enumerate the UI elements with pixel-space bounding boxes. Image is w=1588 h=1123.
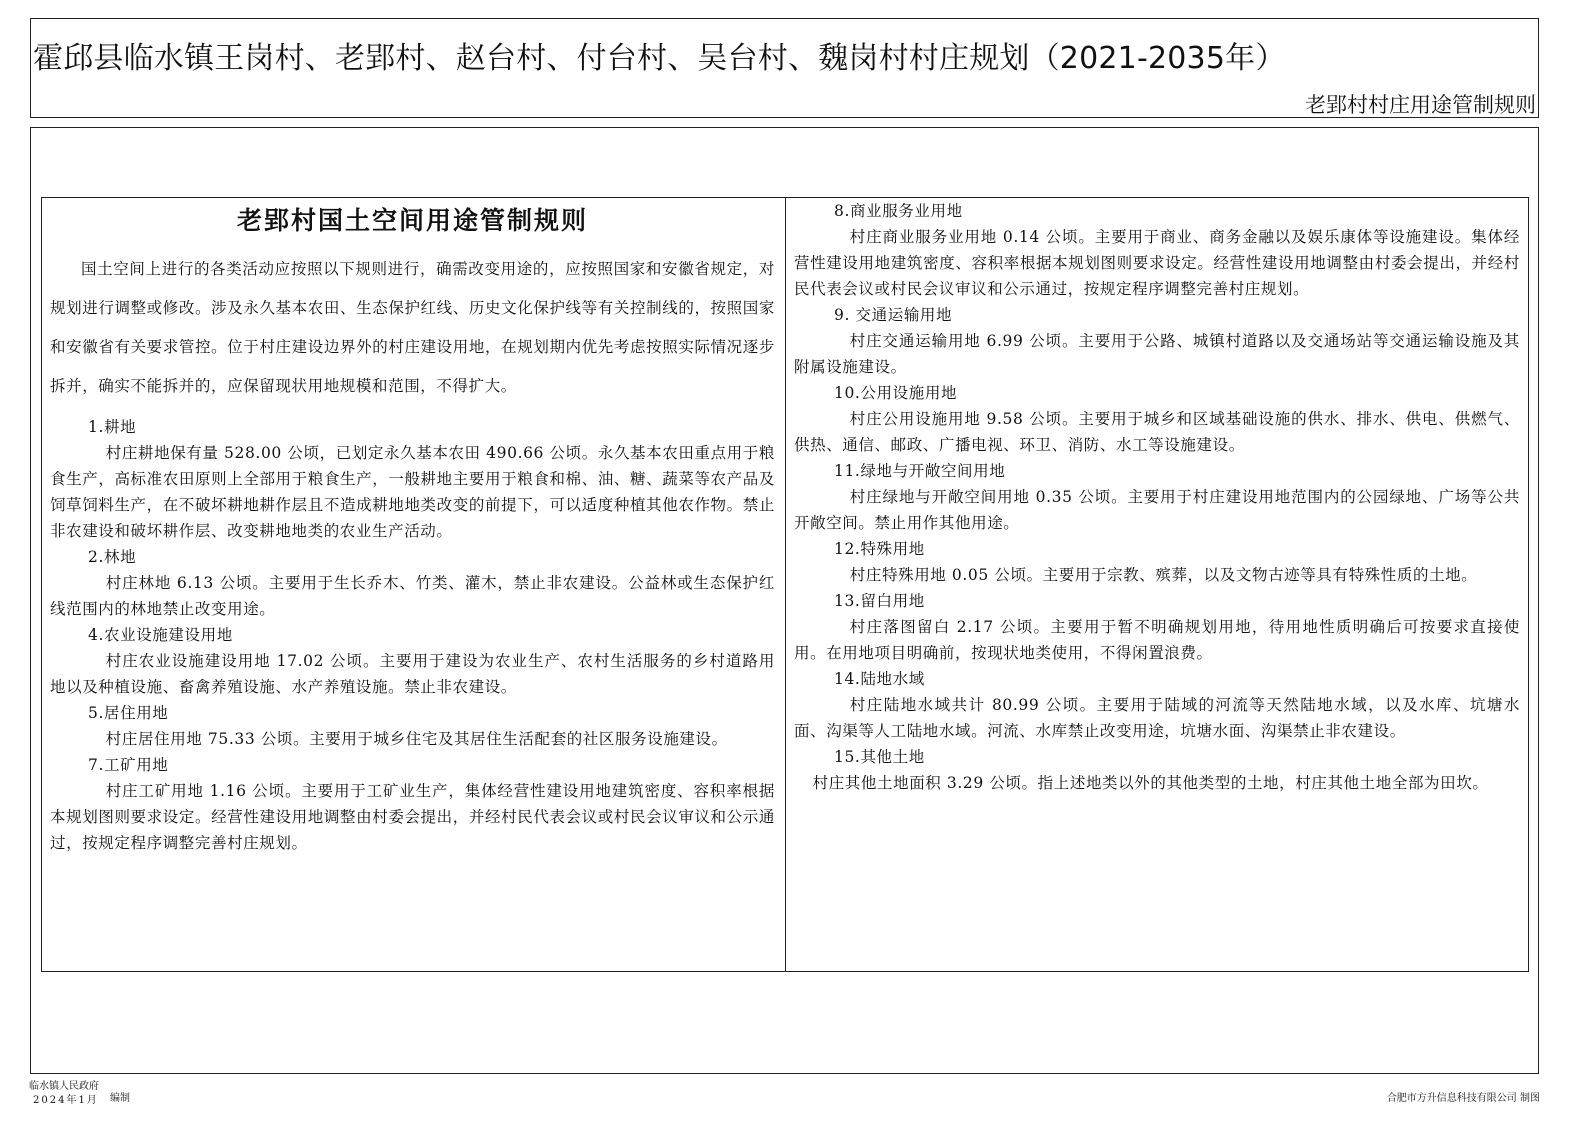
section-body: 村庄陆地水域共计 80.99 公顷。主要用于陆域的河流等天然陆地水域，以及水库、坑塘水面、沟渠等人工陆地水域。河流、水库禁止改变用途，坑塘水面、沟渠禁止非农建设。	[794, 696, 1520, 740]
section-special-land	[794, 536, 1520, 588]
section-agri-facility-land	[50, 622, 775, 700]
section-transport-land	[794, 302, 1520, 380]
section-heading: 1.耕地	[88, 418, 137, 436]
section-water-area	[794, 666, 1520, 744]
section-body: 村庄商业服务业用地 0.14 公顷。主要用于商业、商务金融以及娱乐康体等设施建设。集体经营性建设用地建筑密度、容积率根据本规划图则要求设定。经营性建设用地调整由村委会提出，并经村民代表会议或村民会议审议和公示通过，按规定程序调整完善村庄规划。	[794, 228, 1520, 298]
page-subtitle: 老郢村村庄用途管制规则	[1305, 93, 1536, 117]
section-body: 村庄居住用地 75.33 公顷。主要用于城乡住宅及其居住生活配套的社区服务设施建设。	[105, 730, 728, 748]
section-residential-land	[50, 700, 775, 752]
page-title: 霍邱县临水镇王岗村、老郢村、赵台村、付台村、吴台村、魏岗村村庄规划（2021-2035年）	[33, 41, 1286, 76]
section-body: 村庄工矿用地 1.16 公顷。主要用于工矿业生产，集体经营性建设用地建筑密度、容积率根据本规划图则要求设定。经营性建设用地调整由村委会提出，并经村民代表会议或村民会议审议和公示通过，按规定程序调整完善村庄规划。	[50, 782, 775, 852]
section-body: 村庄特殊用地 0.05 公顷。主要用于宗教、殡葬，以及文物古迹等具有特殊性质的土地。	[849, 566, 1478, 584]
section-heading: 8.商业服务业用地	[834, 202, 963, 220]
section-heading: 4.农业设施建设用地	[88, 626, 233, 644]
section-reserved-land	[794, 588, 1520, 666]
section-body: 村庄耕地保有量 528.00 公顷，已划定永久基本农田 490.66 公顷。永久基本农田重点用于粮食生产，高标准农田原则上全部用于粮食生产，一般耕地主要用于粮食和棉、油、糖、蔬菜等农产品及饲草饲料生产，在不破坏耕地耕作层且不造成耕地地类改变的前提下，可以适度种植其他农作物。禁止非农建设和破坏耕作层、改变耕地地类的农业生产活动。	[50, 444, 775, 540]
section-commercial-land	[794, 198, 1520, 302]
section-forest-land	[50, 544, 775, 622]
section-body: 村庄交通运输用地 6.99 公顷。主要用于公路、城镇村道路以及交通场站等交通运输设施及其附属设施建设。	[794, 332, 1520, 376]
rules-table	[41, 197, 1529, 972]
footer-org-block	[29, 1080, 99, 1108]
section-heading: 9. 交通运输用地	[834, 306, 953, 324]
footer-maker: 合肥市方升信息科技有限公司 制图	[1386, 1093, 1540, 1104]
rules-intro: 国土空间上进行的各类活动应按照以下规则进行，确需改变用途的，应按照国家和安徽省规定，对规划进行调整或修改。涉及永久基本农田、生态保护红线、历史文化保护线等有关控制线的，按照国家和安徽省有关要求管控。位于村庄建设边界外的村庄建设用地，在规划期内优先考虑按照实际情况逐步拆并，确实不能拆并的，应保留现状用地规模和范围，不得扩大。	[50, 260, 775, 395]
section-body: 村庄落图留白 2.17 公顷。主要用于暂不明确规划用地，待用地性质明确后可按要求直接使用。在用地项目明确前，按现状地类使用，不得闲置浪费。	[794, 618, 1520, 662]
section-heading: 2.林地	[88, 548, 137, 566]
section-heading: 15.其他土地	[834, 748, 925, 766]
footer-date: 2024年1月	[33, 1095, 99, 1106]
footer-org: 临水镇人民政府	[29, 1081, 99, 1092]
footer-org-tag: 编制	[110, 1093, 130, 1104]
title-box	[30, 18, 1539, 118]
section-body: 村庄林地 6.13 公顷。主要用于生长乔木、竹类、灌木，禁止非农建设。公益林或生态保护红线范围内的林地禁止改变用途。	[50, 574, 775, 618]
section-body: 村庄公用设施用地 9.58 公顷。主要用于城乡和区域基础设施的供水、排水、供电、供燃气、供热、通信、邮政、广播电视、环卫、消防、水工等设施建设。	[794, 410, 1520, 454]
rules-right-column	[794, 198, 1520, 796]
section-heading: 5.居住用地	[88, 704, 169, 722]
section-heading: 7.工矿用地	[88, 756, 169, 774]
section-utility-land	[794, 380, 1520, 458]
section-body: 村庄绿地与开敞空间用地 0.35 公顷。主要用于村庄建设用地范围内的公园绿地、广场等公共开敞空间。禁止用作其他用途。	[794, 488, 1520, 532]
section-heading: 10.公用设施用地	[834, 384, 958, 402]
section-heading: 12.特殊用地	[834, 540, 925, 558]
section-heading: 14.陆地水域	[834, 670, 925, 688]
section-industrial-land	[50, 752, 775, 856]
column-divider	[785, 198, 786, 971]
section-body: 村庄农业设施建设用地 17.02 公顷。主要用于建设为农业生产、农村生活服务的乡村道路用地以及种植设施、畜禽养殖设施、水产养殖设施。禁止非农建设。	[50, 652, 775, 696]
section-other-land	[794, 744, 1520, 796]
rules-left-column	[50, 198, 775, 856]
section-cultivated-land	[50, 414, 775, 544]
section-body: 村庄其他土地面积 3.29 公顷。指上述地类以外的其他类型的土地，村庄其他土地全部为田坎。	[812, 774, 1489, 792]
section-heading: 13.留白用地	[834, 592, 925, 610]
rules-title: 老郢村国土空间用途管制规则	[236, 206, 588, 235]
section-green-open-space	[794, 458, 1520, 536]
section-heading: 11.绿地与开敞空间用地	[834, 462, 1006, 480]
